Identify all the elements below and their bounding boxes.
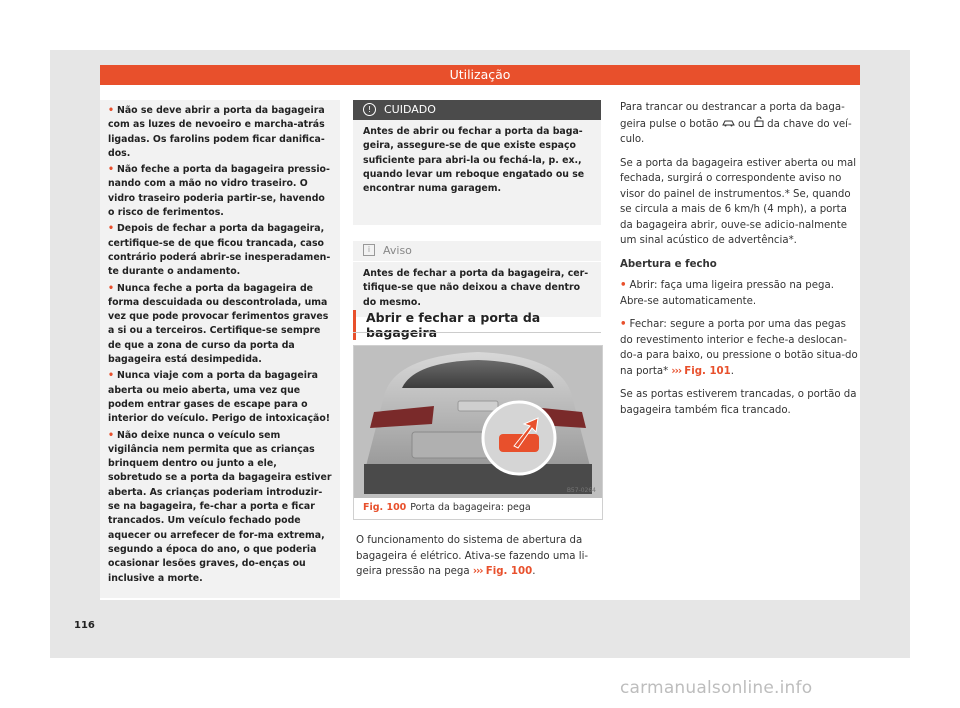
warning-list-box: [100, 100, 340, 598]
info-icon: i: [363, 244, 375, 256]
caution-icon: !: [363, 103, 376, 116]
figure-code: B57-0264: [566, 487, 596, 494]
operation-paragraph: O funcionamento do sistema de abertura da bagageira é elétrico. Ativa-se fazendo uma li-geira pressão na pega ››› Fig. 100.: [356, 535, 589, 577]
bullet-icon: •: [108, 429, 114, 441]
page-number: 116: [74, 620, 95, 631]
middle-column: [353, 100, 601, 317]
list-item: • Não deixe nunca o veículo sem vigilância nem permita que as crianças brinquem dentro ou junto a ele, sobretudo se a porta da bagageira estiver aberta. As crianças poderiam introduzir-se na bagageira, fe-char a porta e ficar trancados. Um veículo fechado pode aquecer ou arrefecer de for-ma extrema, segundo a época do ano, o que poderia ocasionar lesões graves, do-enças ou inclusive a morte.: [108, 429, 332, 584]
car-trunk-icon: [722, 118, 735, 127]
warning-list: [100, 100, 340, 586]
bullet-icon: •: [620, 319, 627, 330]
bullet-icon: •: [108, 282, 114, 294]
right-column: [620, 100, 858, 426]
bullet-icon: •: [108, 370, 114, 382]
note-title: Aviso: [383, 244, 412, 257]
unlock-icon: [754, 116, 764, 127]
note-header: [353, 241, 601, 262]
caution-text: Antes de abrir ou fechar a porta da baga-geira, assegure-se de que existe espaço suficiente para abri-la ou fechá-la, p. ex., quando levar um reboque engatado ou se encontrar numa garagem.: [363, 126, 585, 195]
bullet-icon: •: [108, 223, 114, 235]
warning-display-paragraph: Se a porta da bagageira estiver aberta ou mal fechada, surgirá o correspondente aviso no visor do painel de instrumentos.* Se, quando se circula a mais de 6 km/h (4 mph), a porta da bagageira abrir, ouve-se adicio-nalmente um sinal acústico de advertência*.: [620, 157, 857, 246]
list-item: • Fechar: segure a porta por uma das pegas do revestimento interior e feche-a deslocan-do-a para baixo, ou pressione o botão situa-do na porta* ››› Fig. 101.: [620, 319, 858, 377]
bullet-icon: •: [620, 280, 627, 291]
caution-title: CUIDADO: [384, 103, 436, 116]
watermark: carmanualsonline.info: [620, 678, 813, 698]
list-item: • Nunca viaje com a porta da bagageira aberta ou meio aberta, uma vez que podem entrar gases de escape para o interior do veículo. Perigo de intoxicação!: [108, 370, 331, 425]
car-tailgate-illustration: [354, 346, 602, 498]
section-title: Abrir e fechar a porta da bagageira: [353, 310, 614, 340]
list-item: • Não se deve abrir a porta da bagageira com as luzes de nevoeiro e marcha-atrás ligadas. Os farolins podem ficar danifica-dos.: [108, 105, 325, 159]
figure-reference-link[interactable]: Fig. 100: [485, 566, 533, 577]
section-divider: [353, 332, 601, 333]
locked-doors-paragraph: Se as portas estiverem trancadas, o portão da bagageira também fica trancado.: [620, 389, 857, 416]
figure-caption-text: Porta da bagageira: pega: [410, 502, 531, 513]
note-box: [353, 241, 601, 317]
figure-reference-link[interactable]: Fig. 101: [684, 365, 731, 377]
lock-paragraph: Para trancar ou destrancar a porta da baga-geira pulse o botão ou da chave do veí-culo.: [620, 102, 852, 145]
list-item: • Depois de fechar a porta da bagageira, certifique-se de que ficou trancada, caso contrário poderá abrir-se inesperadamen-te durante o andamento.: [108, 223, 331, 278]
list-item: • Nunca feche a porta da bagageira de forma descuidada ou descontrolada, uma vez que pode provocar ferimentos graves a si ou a terceiros. Certifique-se sempre de que a zona de curso da porta da bagageira está desimpedida.: [108, 282, 329, 366]
figure-number: Fig. 100: [363, 502, 407, 513]
caution-box: [353, 100, 601, 225]
reference-arrows: ›››: [472, 566, 483, 577]
caution-header: [353, 100, 601, 120]
bullet-icon: •: [108, 105, 114, 116]
bullet-icon: •: [108, 164, 114, 176]
note-text: Antes de fechar a porta da bagageira, cer-tifique-se que não deixou a chave dentro do mesmo.: [363, 268, 589, 308]
list-item: • Não feche a porta da bagageira pressio-nando com a mão no vidro traseiro. O vidro traseiro poderia partir-se, havendo o risco de ferimentos.: [108, 164, 330, 219]
figure: [353, 345, 603, 520]
figure-caption: [363, 502, 531, 513]
reference-arrows: ›››: [671, 365, 682, 377]
list-item: • Abrir: faça uma ligeira pressão na pega. Abre-se automaticamente.: [620, 280, 834, 307]
page-header: Utilização: [100, 65, 860, 85]
subheading: Abertura e fecho: [620, 258, 717, 270]
